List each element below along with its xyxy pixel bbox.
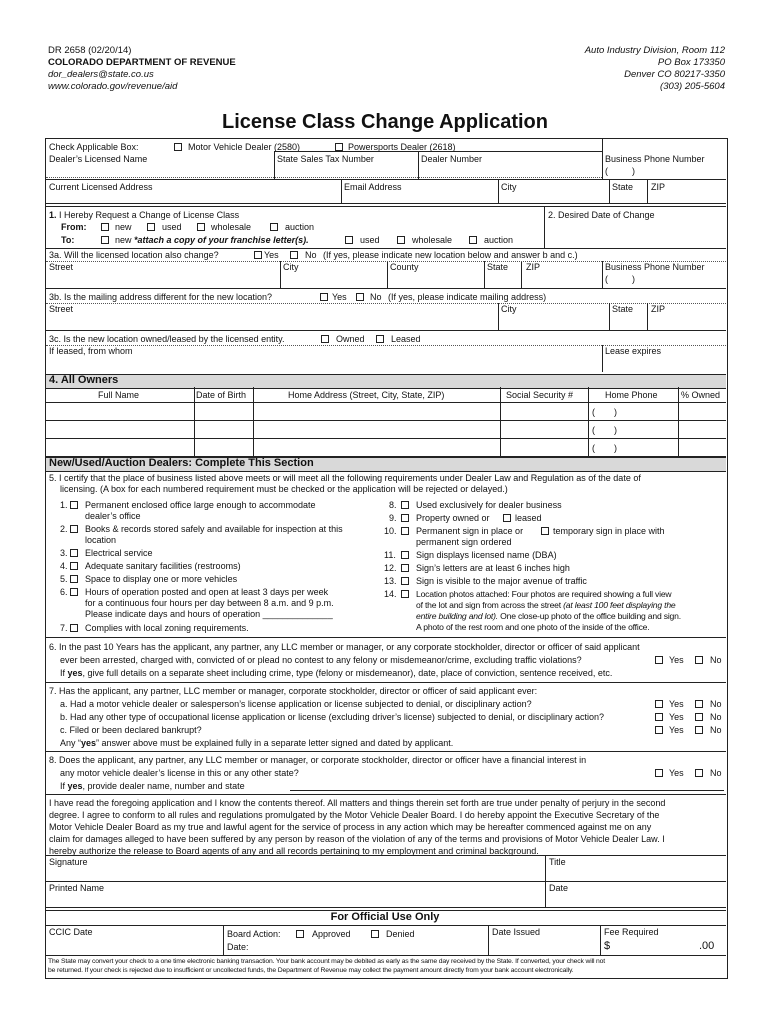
q6-no-label: No bbox=[710, 655, 722, 665]
item-1-number: 1. bbox=[49, 210, 57, 220]
q3b-no-checkbox[interactable] bbox=[356, 293, 364, 301]
q3b-no-label: No bbox=[370, 292, 382, 302]
from-used-checkbox[interactable] bbox=[147, 223, 155, 231]
license-class-change-label: I Hereby Request a Change of License Class bbox=[59, 210, 240, 220]
from-auction-label: auction bbox=[285, 222, 315, 232]
q7-b-yes-checkbox[interactable] bbox=[655, 713, 663, 721]
q7-note-c: ” answer above must be explained fully in a separate letter signed and dated by applicant. bbox=[96, 738, 454, 748]
approved-checkbox[interactable] bbox=[296, 930, 304, 938]
city-label: City bbox=[501, 182, 517, 192]
denied-label: Denied bbox=[386, 929, 415, 939]
motor-vehicle-dealer-label: Motor Vehicle Dealer (2580) bbox=[188, 142, 301, 152]
q3a-yes-checkbox[interactable] bbox=[254, 251, 262, 259]
powersports-dealer-label: Powersports Dealer (2618) bbox=[348, 142, 456, 152]
q8-no-checkbox[interactable] bbox=[695, 769, 703, 777]
req-11-text: Sign displays licensed name (DBA) bbox=[416, 550, 557, 560]
req-2-checkbox[interactable] bbox=[70, 525, 78, 533]
q7-c-text: c. Filed or been declared bankrupt? bbox=[60, 725, 202, 735]
q8-dealer-line[interactable] bbox=[290, 790, 724, 791]
req-12-text: Sign’s letters are at least 6 inches high bbox=[416, 563, 570, 573]
req-14-text-2: of the lot and sign from across the street bbox=[416, 600, 564, 610]
q7-b-yes-label: Yes bbox=[669, 712, 684, 722]
owner-3-paren-close: ) bbox=[614, 443, 617, 453]
q3a-paren-open: ( bbox=[605, 274, 608, 284]
ccic-date-label: CCIC Date bbox=[49, 927, 93, 937]
req-2-text-2: location bbox=[85, 535, 117, 545]
powersports-dealer-checkbox[interactable] bbox=[335, 143, 343, 151]
q7-b-text: b. Had any other type of occupational license application or license (excluding driver’s license) subjected to denial, or disciplinary action? bbox=[60, 712, 604, 722]
owner-2-paren-open: ( bbox=[592, 425, 595, 435]
req-1-text: Permanent enclosed office large enough to accommodate bbox=[85, 500, 316, 510]
q3b-yes-checkbox[interactable] bbox=[320, 293, 328, 301]
req-9-leased-label: leased bbox=[515, 513, 542, 523]
item-5-intro-2: licensing. (A box for each numbered requirement must be checked or the application will be rejected or delayed.) bbox=[60, 484, 508, 494]
owners-col-owned: % Owned bbox=[681, 390, 721, 400]
q6-text-2: ever been arrested, charged with, convicted of or plead no contest to any felony or misdemeanor/crime, excluding traffic violations? bbox=[60, 655, 582, 665]
approved-label: Approved bbox=[312, 929, 351, 939]
check-applicable-label: Check Applicable Box: bbox=[49, 142, 139, 152]
board-action-label: Board Action: bbox=[227, 929, 281, 939]
owner-2-paren-close: ) bbox=[614, 425, 617, 435]
printed-name-label: Printed Name bbox=[49, 883, 105, 893]
cert-text-2: degree. I agree to conform to all rules and regulations promulgated by the Motor Vehicle Dealer Board. I do hereby appoint the Executive Secretary of the bbox=[49, 810, 660, 820]
q3a-note: (If yes, please indicate new location below and answer b and c.) bbox=[323, 250, 578, 260]
req-1-number: 1. bbox=[60, 500, 68, 510]
footer-text-1: The State may convert your check to a one time electronic banking transaction. Your bank account may be debited as early as the same day received by the State. If converted, your check will not bbox=[48, 958, 606, 965]
dealer-email: dor_dealers@state.co.us bbox=[48, 69, 154, 80]
q3a-no-label: No bbox=[305, 250, 317, 260]
date-issued-label: Date Issued bbox=[492, 927, 541, 937]
q3a-no-checkbox[interactable] bbox=[290, 251, 298, 259]
q3a-phone-label: Business Phone Number bbox=[605, 262, 705, 272]
from-wholesale-checkbox[interactable] bbox=[197, 223, 205, 231]
franchise-letter-note: *attach a copy of your franchise letter(s). bbox=[134, 235, 309, 245]
q7-c-yes-checkbox[interactable] bbox=[655, 726, 663, 734]
cert-text-3: Motor Vehicle Dealer Board as my true and lawful agent for the service of process in any action which may be hereafter commenced against me on any bbox=[49, 822, 652, 832]
req-7-text: Complies with local zoning requirements. bbox=[85, 623, 249, 633]
req-13-checkbox[interactable] bbox=[401, 577, 409, 585]
req-5-text: Space to display one or more vehicles bbox=[85, 574, 238, 584]
from-label: From: bbox=[61, 222, 87, 232]
q8-text-1: 8. Does the applicant, any partner, any LLC member or manager, or corporate stockholder, director or officer have a financial interest in bbox=[49, 755, 587, 765]
q6-yes-checkbox[interactable] bbox=[655, 656, 663, 664]
q7-c-no-checkbox[interactable] bbox=[695, 726, 703, 734]
to-wholesale-label: wholesale bbox=[412, 235, 453, 245]
req-5-checkbox[interactable] bbox=[70, 575, 78, 583]
from-wholesale-label: wholesale bbox=[211, 222, 252, 232]
q8-yes-checkbox[interactable] bbox=[655, 769, 663, 777]
req-10-temporary-label: temporary sign in place with bbox=[553, 526, 665, 536]
q8-text-3: , provide dealer name, number and state bbox=[82, 781, 245, 791]
req-3-text: Electrical service bbox=[85, 548, 153, 558]
email-address-label: Email Address bbox=[344, 182, 402, 192]
req-1-text-2: dealer’s office bbox=[85, 511, 141, 521]
q7-a-yes-label: Yes bbox=[669, 699, 684, 709]
req-6-number: 6. bbox=[60, 587, 68, 597]
req-11-checkbox[interactable] bbox=[401, 551, 409, 559]
req-14-text-3-italic: entire building and lot). bbox=[416, 611, 498, 621]
q8-yes-label: Yes bbox=[669, 768, 684, 778]
q3c-leased-label: Leased bbox=[391, 334, 421, 344]
q6-no-checkbox[interactable] bbox=[695, 656, 703, 664]
req-11-number: 11. bbox=[384, 550, 396, 560]
req-8-number: 8. bbox=[389, 500, 397, 510]
owner-3-paren-open: ( bbox=[592, 443, 595, 453]
to-used-checkbox[interactable] bbox=[345, 236, 353, 244]
desired-date-label: 2. Desired Date of Change bbox=[548, 210, 655, 220]
title-label: Title bbox=[549, 857, 566, 867]
q3c-owned-label: Owned bbox=[336, 334, 365, 344]
req-9-leased-checkbox[interactable] bbox=[503, 514, 511, 522]
leased-from-label: If leased, from whom bbox=[49, 346, 133, 356]
q6-yes-bold: yes bbox=[67, 668, 83, 678]
sales-tax-label: State Sales Tax Number bbox=[277, 154, 374, 164]
q3b-label: 3b. Is the mailing address different for the new location? bbox=[49, 292, 272, 302]
to-label: To: bbox=[61, 235, 75, 245]
lease-expires-label: Lease expires bbox=[605, 346, 662, 356]
to-auction-checkbox[interactable] bbox=[469, 236, 477, 244]
req-3-number: 3. bbox=[60, 548, 68, 558]
q7-note-yes: yes bbox=[81, 738, 97, 748]
to-new-checkbox[interactable] bbox=[101, 236, 109, 244]
req-1-checkbox[interactable] bbox=[70, 501, 78, 509]
req-6-text: Hours of operation posted and open at least 3 days per week bbox=[85, 587, 329, 597]
q7-c-no-label: No bbox=[710, 725, 722, 735]
q8-yes-bold: yes bbox=[67, 781, 83, 791]
division-address-3: Denver CO 80217-3350 bbox=[624, 69, 725, 80]
q3b-yes-label: Yes bbox=[332, 292, 347, 302]
denied-checkbox[interactable] bbox=[371, 930, 379, 938]
req-9-number: 9. bbox=[389, 513, 397, 523]
req-13-number: 13. bbox=[384, 576, 397, 586]
q3b-street-label: Street bbox=[49, 304, 74, 314]
q7-a-text: a. Had a motor vehicle dealer or salesperson’s license application or license subjected to denial, or disciplinary action? bbox=[60, 699, 532, 709]
q7-a-no-checkbox[interactable] bbox=[695, 700, 703, 708]
fee-required-label: Fee Required bbox=[604, 927, 659, 937]
footer-text-2: be returned. If your check is rejected due to insufficient or uncollected funds, the Department of Revenue may collect the payment amount directly from your bank account electronically. bbox=[48, 967, 574, 974]
phone-paren-close: ) bbox=[632, 166, 635, 176]
req-7-number: 7. bbox=[60, 623, 68, 633]
from-auction-checkbox[interactable] bbox=[270, 223, 278, 231]
req-8-text: Used exclusively for dealer business bbox=[416, 500, 562, 510]
q7-c-yes-label: Yes bbox=[669, 725, 684, 735]
req-2-number: 2. bbox=[60, 524, 68, 534]
from-new-label: new bbox=[115, 222, 132, 232]
nua-title: New/Used/Auction Dealers: Complete This Section bbox=[49, 457, 314, 469]
req-10-temporary-checkbox[interactable] bbox=[541, 527, 549, 535]
req-10-number: 10. bbox=[384, 526, 397, 536]
req-5-number: 5. bbox=[60, 574, 68, 584]
current-address-label: Current Licensed Address bbox=[49, 182, 153, 192]
q3a-county-label: County bbox=[390, 262, 419, 272]
q3b-state-label: State bbox=[612, 304, 634, 314]
date-label: Date bbox=[549, 883, 569, 893]
owner-1-paren-close: ) bbox=[614, 407, 617, 417]
owners-section-bar bbox=[46, 374, 726, 389]
q3b-zip-label: ZIP bbox=[651, 304, 666, 314]
owner-1-paren-open: ( bbox=[592, 407, 595, 417]
q3b-city-label: City bbox=[501, 304, 517, 314]
req-14-number: 14. bbox=[384, 589, 397, 599]
owners-col-dob: Date of Birth bbox=[196, 390, 247, 400]
q3a-zip-label: ZIP bbox=[526, 262, 541, 272]
zip-label: ZIP bbox=[651, 182, 666, 192]
req-14-text-3: One close-up photo of the office building and sign. bbox=[497, 611, 681, 621]
req-4-text: Adequate sanitary facilities (restrooms) bbox=[85, 561, 241, 571]
owners-col-ssn: Social Security # bbox=[506, 390, 574, 400]
q7-a-yes-checkbox[interactable] bbox=[655, 700, 663, 708]
division-address-2: PO Box 173350 bbox=[657, 57, 725, 68]
req-4-number: 4. bbox=[60, 561, 68, 571]
q7-note-a: Any “ bbox=[60, 738, 82, 748]
form-id: DR 2658 (02/20/14) bbox=[48, 45, 132, 56]
official-date-label: Date: bbox=[227, 942, 249, 952]
req-6-checkbox[interactable] bbox=[70, 588, 78, 596]
from-new-checkbox[interactable] bbox=[101, 223, 109, 231]
req-14-checkbox[interactable] bbox=[401, 590, 409, 598]
department-name: COLORADO DEPARTMENT OF REVENUE bbox=[48, 57, 236, 68]
to-wholesale-checkbox[interactable] bbox=[397, 236, 405, 244]
q6-text-3: , give full details on a separate sheet including crime, type (felony or misdemeanor), date, place of conviction, sentence received, etc. bbox=[82, 668, 613, 678]
q3b-note: (If yes, please indicate mailing address) bbox=[388, 292, 547, 302]
req-7-checkbox[interactable] bbox=[70, 624, 78, 632]
fee-cents: .00 bbox=[699, 940, 715, 952]
business-phone-label: Business Phone Number bbox=[605, 154, 705, 164]
motor-vehicle-dealer-checkbox[interactable] bbox=[174, 143, 182, 151]
q6-text-1: 6. In the past 10 Years has the applicant, any partner, any LLC member or manager, or any corporate stockholder, director or officer of said applicant bbox=[49, 642, 640, 652]
division-phone: (303) 205-5604 bbox=[660, 81, 725, 92]
owners-col-phone: Home Phone bbox=[605, 390, 658, 400]
req-14-text-2-italic: (at least 100 feet displaying the bbox=[563, 600, 676, 610]
owners-title: 4. All Owners bbox=[49, 374, 119, 386]
req-8-checkbox[interactable] bbox=[401, 501, 409, 509]
item-5-intro-1: 5. I certify that the place of business listed above meets or will meet all the following requirements under Dealer Law and Regulation as of the date of bbox=[49, 473, 641, 483]
q3a-state-label: State bbox=[487, 262, 509, 272]
cert-text-4: claim for damages alleged to have been suffered by any person by reason of the violation of any of the terms and provisions of Motor Vehicle Dealer Law. I bbox=[49, 834, 665, 844]
req-2-text: Books & records stored safely and available for inspection at this bbox=[85, 524, 343, 534]
owners-col-full-name: Full Name bbox=[98, 390, 140, 400]
req-3-checkbox[interactable] bbox=[70, 549, 78, 557]
owners-col-address: Home Address (Street, City, State, ZIP) bbox=[288, 390, 445, 400]
q3c-owned-checkbox[interactable] bbox=[321, 335, 329, 343]
req-6-text-3: Please indicate days and hours of operation ______________ bbox=[85, 609, 333, 619]
req-10-text-2: permanent sign ordered bbox=[416, 537, 512, 547]
cert-text-5: hereby authorize the release to Board agents of any and all records pertaining to my employment and criminal background. bbox=[49, 846, 539, 856]
q7-text-1: 7. Has the applicant, any partner, LLC member or manager, corporate stockholder, director or officer of said applicant ever: bbox=[49, 686, 538, 696]
q8-if: If bbox=[60, 781, 68, 791]
website: www.colorado.gov/revenue/aid bbox=[48, 81, 178, 92]
cert-text-1: I have read the foregoing application and I know the contents thereof. All matters and things therein set forth are true under penalty of perjury in the second bbox=[49, 798, 666, 808]
q7-b-no-label: No bbox=[710, 712, 722, 722]
q3a-yes-label: Yes bbox=[264, 250, 279, 260]
req-9-text: Property owned or bbox=[416, 513, 490, 523]
req-12-checkbox[interactable] bbox=[401, 564, 409, 572]
to-new-label: new bbox=[115, 235, 132, 245]
q3a-city-label: City bbox=[283, 262, 299, 272]
req-9-owned-checkbox[interactable] bbox=[401, 514, 409, 522]
q3a-paren-close: ) bbox=[632, 274, 635, 284]
q6-if: If bbox=[60, 668, 68, 678]
req-6-text-2: for a continuous four hours per day between 8 a.m. and 9 p.m. bbox=[85, 598, 334, 608]
q3a-street-label: Street bbox=[49, 262, 74, 272]
dealer-name-label: Dealer’s Licensed Name bbox=[49, 154, 148, 164]
phone-paren-open: ( bbox=[605, 166, 608, 176]
q3a-label: 3a. Will the licensed location also change? bbox=[49, 250, 219, 260]
official-use-title: For Official Use Only bbox=[330, 911, 440, 923]
page-title: License Class Change Application bbox=[221, 111, 548, 133]
q6-yes-label: Yes bbox=[669, 655, 684, 665]
q3c-leased-checkbox[interactable] bbox=[376, 335, 384, 343]
q3c-label: 3c. Is the new location owned/leased by the licensed entity. bbox=[49, 334, 285, 344]
req-14-text: Location photos attached: Four photos are required showing a full view bbox=[416, 589, 672, 599]
from-used-label: used bbox=[162, 222, 182, 232]
req-10-text: Permanent sign in place or bbox=[416, 526, 524, 536]
to-auction-label: auction bbox=[484, 235, 514, 245]
state-label: State bbox=[612, 182, 634, 192]
q8-text-2: any motor vehicle dealer’s license in this or any other state? bbox=[60, 768, 299, 778]
q7-a-no-label: No bbox=[710, 699, 722, 709]
req-4-checkbox[interactable] bbox=[70, 562, 78, 570]
to-used-label: used bbox=[360, 235, 380, 245]
q7-b-no-checkbox[interactable] bbox=[695, 713, 703, 721]
signature-label: Signature bbox=[49, 857, 88, 867]
req-13-text: Sign is visible to the major avenue of traffic bbox=[416, 576, 587, 586]
req-14-text-4: A photo of the rest room and one photo of the inside of the office. bbox=[416, 622, 650, 632]
q8-no-label: No bbox=[710, 768, 722, 778]
req-12-number: 12. bbox=[384, 563, 397, 573]
fee-dollar-sign: $ bbox=[604, 940, 611, 952]
division-address-1: Auto Industry Division, Room 112 bbox=[584, 45, 725, 56]
dealer-number-label: Dealer Number bbox=[421, 154, 483, 164]
req-10-permanent-checkbox[interactable] bbox=[401, 527, 409, 535]
